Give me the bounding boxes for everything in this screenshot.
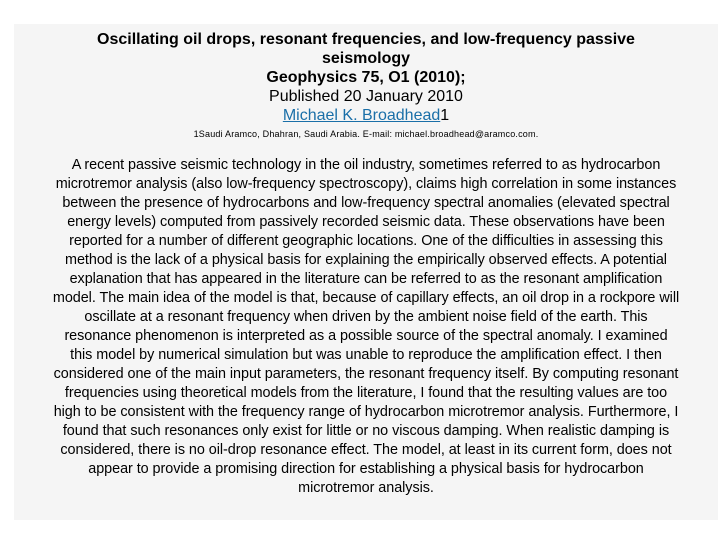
paper-title <box>46 30 686 68</box>
abstract <box>14 156 718 498</box>
abstract-line: appear to provide a promising direction for establishing a physical basis for hydrocarbon <box>88 461 644 477</box>
abstract-line: considered, there is no oil-drop resonance effect. The model, at least in its current form, does not <box>60 442 672 458</box>
abstract-line: energy levels) computed from passively recorded seismic data. These observations have been <box>67 214 665 230</box>
abstract-line: explanation that has appeared in the literature can be referred to as the resonant amplification <box>69 271 663 287</box>
abstract-line: model. The main idea of the model is that, because of capillary effects, an oil drop in a rockpore will <box>52 290 680 306</box>
abstract-line: frequencies using theoretical models from the literature, I found that the resulting values are too <box>64 385 668 401</box>
abstract-line: this model by numerical simulation but was unable to reproduce the amplification effect. I then <box>70 347 662 363</box>
abstract-line: A recent passive seismic technology in the oil industry, sometimes referred to as hydrocarbon <box>71 157 661 173</box>
author-affiliation-marker: 1 <box>440 107 450 124</box>
paper-title-line-1: Oscillating oil drops, resonant frequencies, and low-frequency passive <box>97 31 635 48</box>
abstract-line: between the presence of hydrocarbons and low-frequency spectral anomalies (elevated spectral <box>62 195 670 211</box>
abstract-line: oscillate at a resonant frequency when driven by the ambient noise field of the earth. This <box>84 309 648 325</box>
abstract-line: microtremor analysis (also low-frequency spectroscopy), claims high correlation in some instances <box>55 176 677 192</box>
paper-title-line-2: seismology <box>321 50 411 67</box>
abstract-line: high to be consistent with the frequency range of hydrocarbon microtremor analysis. Furthermore, I <box>53 404 679 420</box>
abstract-line: considered one of the main input parameters, the resonant frequency itself. By computing resonant <box>53 366 679 382</box>
journal-citation: Geophysics 75, O1 (2010); <box>266 69 466 86</box>
author-line <box>14 106 718 125</box>
author-link[interactable]: Michael K. Broadhead <box>282 107 441 124</box>
author-affiliation: 1Saudi Aramco, Dhahran, Saudi Arabia. E-mail: michael.broadhead@aramco.com. <box>193 129 539 139</box>
paper-page <box>14 24 718 520</box>
publication-date: Published 20 January 2010 <box>269 88 463 105</box>
abstract-line: found that such resonances only exist for little or no viscous damping. When realistic damping is <box>62 423 670 439</box>
abstract-line: resonance phenomenon is interpreted as a possible source of the spectral anomaly. I examined <box>64 328 668 344</box>
abstract-line: method is the lack of a physical basis for explaining the empirically observed effects. A potential <box>65 252 667 268</box>
abstract-line: microtremor analysis. <box>298 480 434 496</box>
abstract-line: reported for a number of different geographic locations. One of the difficulties in assessing this <box>69 233 663 249</box>
